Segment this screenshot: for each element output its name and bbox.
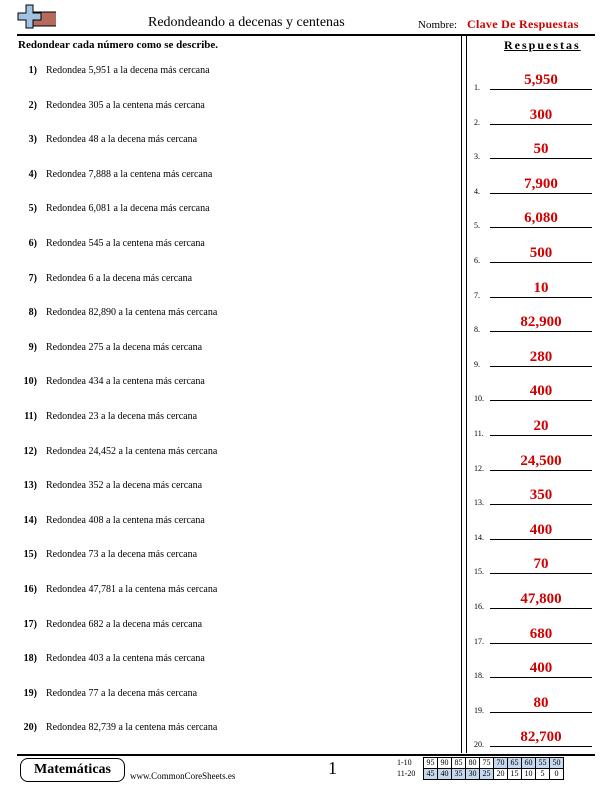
- answer-number: 3.: [474, 152, 480, 162]
- problem-text: Redondea 7,888 a la centena más cercana: [46, 168, 213, 180]
- answer-row: [474, 626, 594, 646]
- answer-number: 19.: [474, 705, 484, 715]
- problem-text: Redondea 82,739 a la centena más cercana: [46, 722, 218, 734]
- answer-value: 400: [529, 383, 553, 400]
- problem-text: Redondea 275 a la decena más cercana: [46, 341, 203, 353]
- answer-number: 18.: [474, 671, 484, 681]
- problem-number: 14): [23, 514, 37, 526]
- answer-value: 24,500: [520, 452, 562, 469]
- score-cell: 55: [536, 758, 550, 769]
- score-row-label: 11-20: [397, 769, 416, 778]
- answer-line: [490, 746, 592, 747]
- answer-value: 82,900: [520, 314, 562, 331]
- problem-number: 15): [23, 549, 37, 561]
- answer-number: 12.: [474, 463, 484, 473]
- answer-line: [490, 124, 592, 125]
- name-label: Nombre:: [418, 19, 458, 31]
- answer-line: [490, 608, 592, 609]
- answer-number: 7.: [474, 290, 480, 300]
- problem-text: Redondea 48 a la decena más cercana: [46, 134, 198, 146]
- problem-number: 8): [28, 307, 37, 319]
- answer-row: [474, 487, 594, 507]
- score-cell: 90: [438, 758, 452, 769]
- problem-number: 19): [23, 687, 37, 699]
- answer-number: 17.: [474, 636, 484, 646]
- answer-line: [490, 331, 592, 332]
- score-cell: 85: [452, 758, 466, 769]
- score-row-label: 1-10: [397, 758, 412, 767]
- problem-number: 3): [28, 134, 37, 146]
- problem-number: 4): [28, 168, 37, 180]
- answer-line: [490, 158, 592, 159]
- score-cell: 75: [480, 758, 494, 769]
- worksheet-title: Redondeando a decenas y centenas: [148, 15, 345, 30]
- answer-row: [474, 141, 594, 161]
- answer-value: 680: [529, 625, 553, 642]
- problem-number: 11): [24, 411, 37, 422]
- answer-row: [474, 349, 594, 369]
- answer-value: 20: [533, 418, 549, 434]
- answer-value: 6,080: [524, 210, 558, 227]
- answer-line: [490, 89, 592, 90]
- score-cell: 95: [424, 758, 438, 769]
- answer-row: [474, 314, 594, 334]
- problem-text: Redondea 352 a la decena más cercana: [46, 480, 203, 492]
- answer-value: 280: [529, 348, 553, 365]
- answer-row: [474, 176, 594, 196]
- problem-number: 9): [28, 341, 37, 353]
- header-rule: [17, 34, 595, 36]
- plus-cross-logo-icon: [16, 4, 56, 38]
- answer-number: 13.: [474, 498, 484, 508]
- answer-row: [474, 453, 594, 473]
- score-cell: 50: [550, 758, 564, 769]
- instructions: Redondear cada número como se describe.: [18, 39, 219, 51]
- score-cell: 25: [480, 769, 494, 780]
- answer-number: 1.: [474, 83, 480, 92]
- answer-row: [474, 522, 594, 542]
- score-cell: 40: [438, 769, 452, 780]
- answer-line: [490, 643, 592, 644]
- column-separator: [461, 36, 467, 753]
- answer-row: [474, 591, 594, 611]
- answer-line: [490, 677, 592, 678]
- answer-number: 14.: [474, 532, 484, 542]
- answer-value: 500: [529, 245, 553, 261]
- answer-value: 300: [529, 106, 553, 123]
- problem-number: 18): [23, 653, 37, 665]
- answer-line: [490, 297, 592, 298]
- score-cell: 5: [536, 769, 550, 780]
- problem-number: 7): [28, 272, 37, 284]
- answer-line: [490, 193, 592, 194]
- answer-value: 400: [529, 521, 553, 538]
- answer-number: 5.: [474, 221, 480, 231]
- site-url: www.CommonCoreSheets.es: [130, 771, 236, 781]
- answer-value: 82,700: [520, 729, 562, 746]
- problem-text: Redondea 305 a la centena más cercana: [46, 99, 205, 111]
- score-cell: 0: [550, 769, 564, 780]
- answer-value: 5,950: [524, 72, 558, 88]
- answer-value: 10: [533, 279, 549, 296]
- answer-number: 6.: [474, 256, 480, 265]
- answer-value: 400: [529, 660, 553, 677]
- problem-text: Redondea 24,452 a la centena más cercana: [46, 445, 218, 457]
- problem-number: 12): [23, 445, 37, 457]
- answer-number: 10.: [474, 394, 484, 404]
- answer-row: [474, 660, 594, 680]
- score-cell: 70: [494, 758, 508, 769]
- page-number: 1: [328, 758, 337, 778]
- problem-text: Redondea 73 a la decena más cercana: [46, 549, 198, 561]
- answer-value: 50: [533, 141, 549, 158]
- score-cell: 10: [522, 769, 536, 780]
- answer-value: 70: [533, 556, 549, 573]
- name-value: Clave De Respuestas: [467, 17, 579, 31]
- problem-text: Redondea 434 a la centena más cercana: [46, 376, 205, 388]
- problem-number: 1): [28, 65, 37, 76]
- answer-row: [474, 72, 594, 92]
- answer-value: 80: [533, 694, 549, 711]
- answer-row: [474, 210, 594, 230]
- answer-row: [474, 245, 594, 265]
- problem-number: 5): [28, 203, 37, 215]
- problem-text: Redondea 6,081 a la decena más cercana: [46, 203, 210, 215]
- answer-line: [490, 366, 592, 367]
- answer-line: [490, 539, 592, 540]
- answer-line: [490, 573, 592, 574]
- score-cell: 15: [508, 769, 522, 780]
- footer-rule: [17, 754, 595, 756]
- answer-number: 8.: [474, 325, 480, 335]
- score-row: [397, 758, 564, 769]
- answer-row: [474, 107, 594, 127]
- problem-text: Redondea 23 a la decena más cercana: [46, 411, 198, 422]
- problem-number: 17): [23, 618, 37, 630]
- problem-text: Redondea 77 a la decena más cercana: [46, 687, 198, 699]
- answer-line: [490, 712, 592, 713]
- answer-line: [490, 262, 592, 263]
- problem-text: Redondea 82,890 a la centena más cercana: [46, 307, 218, 319]
- answer-number: 20.: [474, 740, 484, 750]
- score-cell: 80: [466, 758, 480, 769]
- score-cell: 35: [452, 769, 466, 780]
- problem-text: Redondea 545 a la centena más cercana: [46, 238, 205, 249]
- answer-number: 15.: [474, 567, 484, 577]
- problem-text: Redondea 403 a la centena más cercana: [46, 653, 205, 665]
- score-row: [397, 769, 564, 780]
- answer-line: [490, 227, 592, 228]
- answer-number: 9.: [474, 359, 480, 369]
- answer-row: [474, 383, 594, 403]
- problem-text: Redondea 682 a la decena más cercana: [46, 618, 203, 630]
- problem-text: Redondea 47,781 a la centena más cercana: [46, 584, 218, 595]
- answer-line: [490, 435, 592, 436]
- problem-number: 20): [23, 722, 37, 734]
- problem-number: 2): [28, 99, 37, 111]
- score-cell: 20: [494, 769, 508, 780]
- answer-value: 47,800: [520, 591, 562, 607]
- answers-heading: Respuestas: [504, 38, 581, 52]
- problem-number: 6): [28, 238, 37, 249]
- score-cell: 65: [508, 758, 522, 769]
- answer-number: 2.: [474, 117, 480, 127]
- answer-value: 7,900: [524, 175, 558, 192]
- problem-number: 13): [23, 480, 37, 492]
- problem-text: Redondea 408 a la centena más cercana: [46, 514, 205, 526]
- answer-line: [490, 504, 592, 505]
- problem-number: 10): [23, 376, 37, 388]
- answer-number: 11.: [474, 429, 484, 438]
- answer-value: 350: [529, 487, 553, 504]
- score-cell: 30: [466, 769, 480, 780]
- brand-badge: Matemáticas: [20, 758, 125, 782]
- answer-row: [474, 729, 594, 749]
- answer-line: [490, 400, 592, 401]
- score-table: [397, 757, 564, 780]
- answer-row: [474, 695, 594, 715]
- answer-number: 16.: [474, 602, 484, 611]
- answer-row: [474, 418, 594, 438]
- score-cell: 45: [424, 769, 438, 780]
- score-cell: 60: [522, 758, 536, 769]
- problem-text: Redondea 6 a la decena más cercana: [46, 272, 193, 284]
- answer-line: [490, 470, 592, 471]
- problem-number: 16): [23, 584, 37, 595]
- problem-text: Redondea 5,951 a la decena más cercana: [46, 65, 210, 76]
- answer-row: [474, 280, 594, 300]
- answer-row: [474, 556, 594, 576]
- answer-number: 4.: [474, 186, 480, 196]
